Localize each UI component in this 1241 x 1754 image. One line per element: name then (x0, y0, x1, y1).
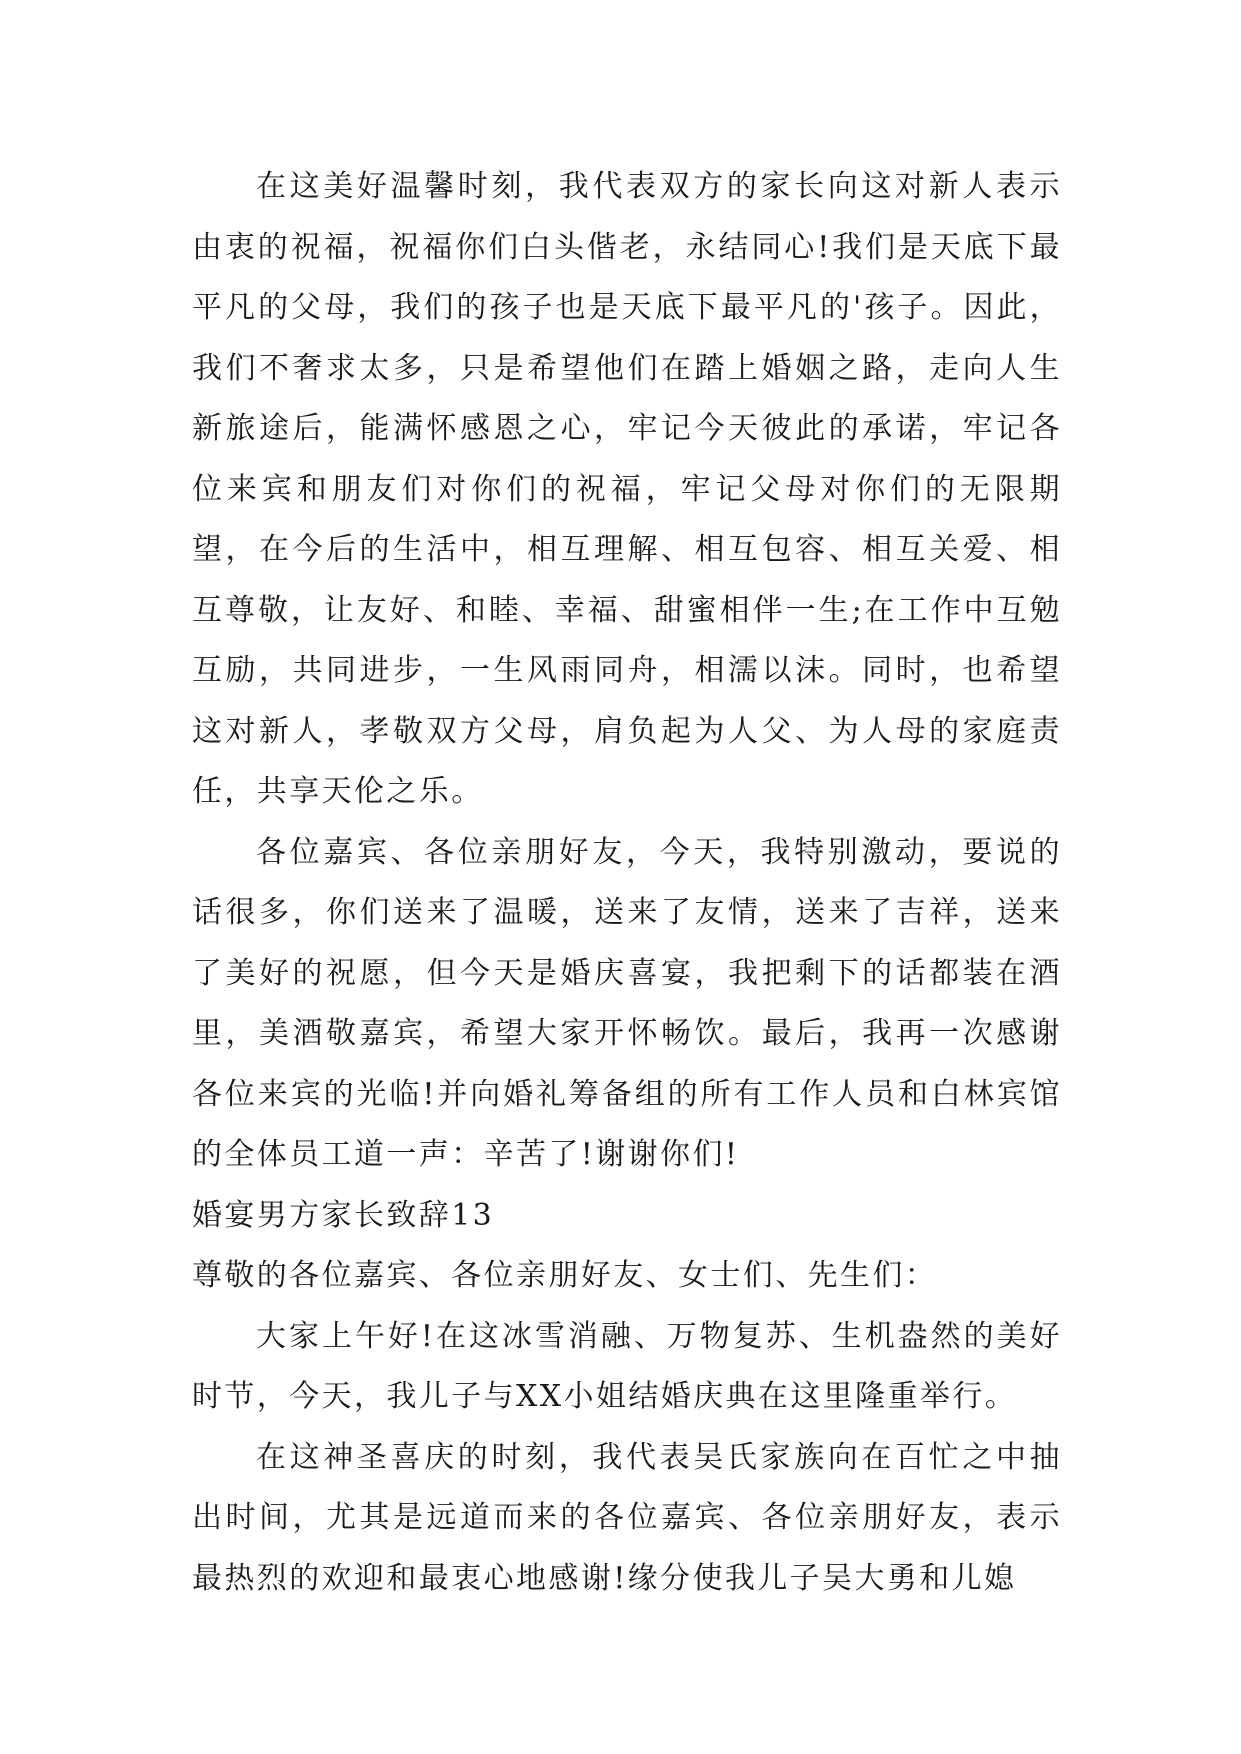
body-paragraph: 各位嘉宾、各位亲朋好友，今天，我特别激动，要说的话很多，你们送来了温暖，送来了友情，送来了吉祥，送来了美好的祝愿，但今天是婚庆喜宴，我把剩下的话都装在酒里，美酒敬嘉宾，希望大家开怀畅饮。最后，我再一次感谢各位来宾的光临!并向婚礼筹备组的所有工作人员和白林宾馆的全体员工道一声：辛苦了!谢谢你们! (192, 834, 1062, 1172)
body-paragraph: 在这美好温馨时刻，我代表双方的家长向这对新人表示由衷的祝福，祝福你们白头偕老，永结同心!我们是天底下最平凡的父母，我们的孩子也是天底下最平凡的'孩子。因此，我们不奢求太多，只是希望他们在踏上婚姻之路，走向人生新旅途后，能满怀感恩之心，牢记今天彼此的承诺，牢记各位来宾和朋友们对你们的祝福，牢记父母对你们的无限期望，在今后的生活中，相互理解、相互包容、相互关爱、相互尊敬，让友好、和睦、幸福、甜蜜相伴一生;在工作中互勉互励，共同进步，一生风雨同舟，相濡以沫。同时，也希望这对新人，孝敬双方父母，肩负起为人父、为人母的家庭责任，共享天伦之乐。 (192, 169, 1062, 809)
body-paragraph: 大家上午好!在这冰雪消融、万物复苏、生机盎然的美好时节，今天，我儿子与XX小姐结婚庆典在这里隆重举行。 (192, 1318, 1062, 1414)
document-body (192, 157, 1062, 1609)
salutation: 尊敬的各位嘉宾、各位亲朋好友、女士们、先生们： (192, 1258, 938, 1293)
section-title: 婚宴男方家长致辞13 (192, 1197, 495, 1233)
body-paragraph: 在这神圣喜庆的时刻，我代表吴氏家族向在百忙之中抽出时间，尤其是远道而来的各位嘉宾、各位亲朋好友，表示最热烈的欢迎和最衷心地感谢!缘分使我儿子吴大勇和儿媳 (192, 1439, 1062, 1596)
